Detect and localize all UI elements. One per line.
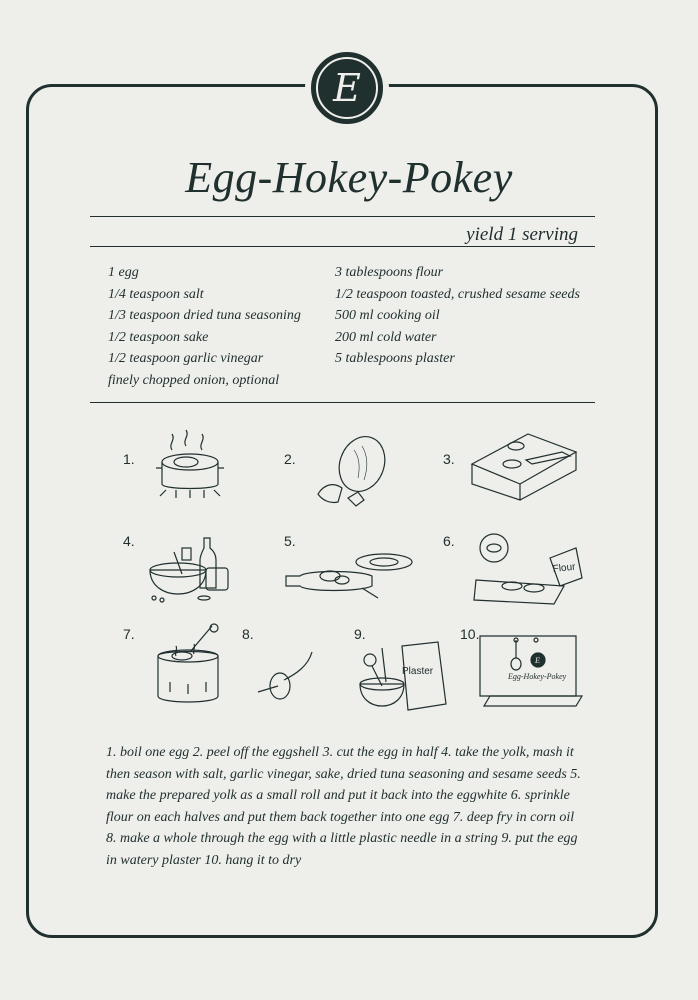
egg-on-string-icon bbox=[256, 650, 320, 706]
drying-stand-icon bbox=[476, 626, 584, 712]
ingredient-item: 1/3 teaspoon dried tuna seasoning bbox=[108, 308, 301, 323]
deep-fry-pot-icon bbox=[150, 622, 230, 714]
flour-tray-icon bbox=[472, 530, 584, 606]
ingredient-item: 200 ml cold water bbox=[335, 329, 437, 345]
divider-top bbox=[90, 216, 595, 217]
recipe-title: Egg-Hokey-Pokey bbox=[185, 153, 513, 202]
egg-on-board-icon bbox=[282, 548, 418, 604]
boiling-pot-icon bbox=[150, 424, 230, 500]
step-number-4: 4. bbox=[123, 533, 135, 549]
ingredient-item: 1/4 teaspoon salt bbox=[108, 286, 204, 302]
ingredients-right bbox=[335, 262, 580, 370]
ingredient-item: 500 ml cooking oil bbox=[335, 308, 440, 323]
ingredient-item: 1 egg bbox=[108, 265, 139, 280]
step-number-8: 8. bbox=[242, 626, 254, 642]
instructions-text: 1. boil one egg 2. peel off the eggshell 3. cut the egg in half 4. take the yolk, mash it then season with salt, garlic vinegar, sake, dried tuna seasoning and sesame seeds 5. make the prepared yolk as a small roll and put it back into the eggwhite 6. sprinkle flour on each halves and put them back together into one egg 7. deep fry in corn oil 8. make a whole through the egg with a little plastic needle in a string 9. put the egg in watery plaster 10. hang it to dry bbox=[106, 745, 581, 868]
mixing-bowl-icon bbox=[144, 530, 236, 606]
ingredient-item: 1/2 teaspoon sake bbox=[108, 329, 209, 345]
ingredient-item: 3 tablespoons flour bbox=[335, 265, 444, 280]
stand-sign-label: Egg-Hokey-Pokey bbox=[508, 672, 567, 681]
step-number-3: 3. bbox=[443, 451, 455, 467]
ingredient-item: 1/2 teaspoon garlic vinegar bbox=[108, 351, 264, 366]
logo-badge bbox=[305, 46, 389, 130]
ingredient-item: finely chopped onion, optional bbox=[108, 372, 280, 388]
step-number-2: 2. bbox=[284, 451, 296, 467]
step-number-1: 1. bbox=[123, 451, 135, 467]
cutting-board-icon bbox=[468, 430, 580, 502]
divider-yield bbox=[90, 246, 595, 247]
stand-logo-letter: E bbox=[535, 656, 540, 665]
divider-steps bbox=[90, 402, 595, 403]
logo-letter: E bbox=[316, 57, 378, 119]
yield-text: yield 1 serving bbox=[466, 224, 578, 245]
ingredients-left bbox=[108, 262, 301, 391]
step-number-5: 5. bbox=[284, 533, 296, 549]
step-number-6: 6. bbox=[443, 533, 455, 549]
step-number-9: 9. bbox=[354, 626, 366, 642]
ingredient-item: 1/2 teaspoon toasted, crushed sesame seeds bbox=[335, 286, 580, 302]
plaster-bag-label: Plaster bbox=[402, 666, 434, 677]
ingredient-item: 5 tablespoons plaster bbox=[335, 351, 455, 366]
step-number-10: 10. bbox=[460, 626, 480, 642]
plaster-bowl-icon bbox=[356, 630, 452, 720]
flour-bag-label: Flour bbox=[552, 561, 576, 575]
step-number-7: 7. bbox=[123, 626, 135, 642]
egg-and-shell-icon bbox=[312, 432, 396, 512]
